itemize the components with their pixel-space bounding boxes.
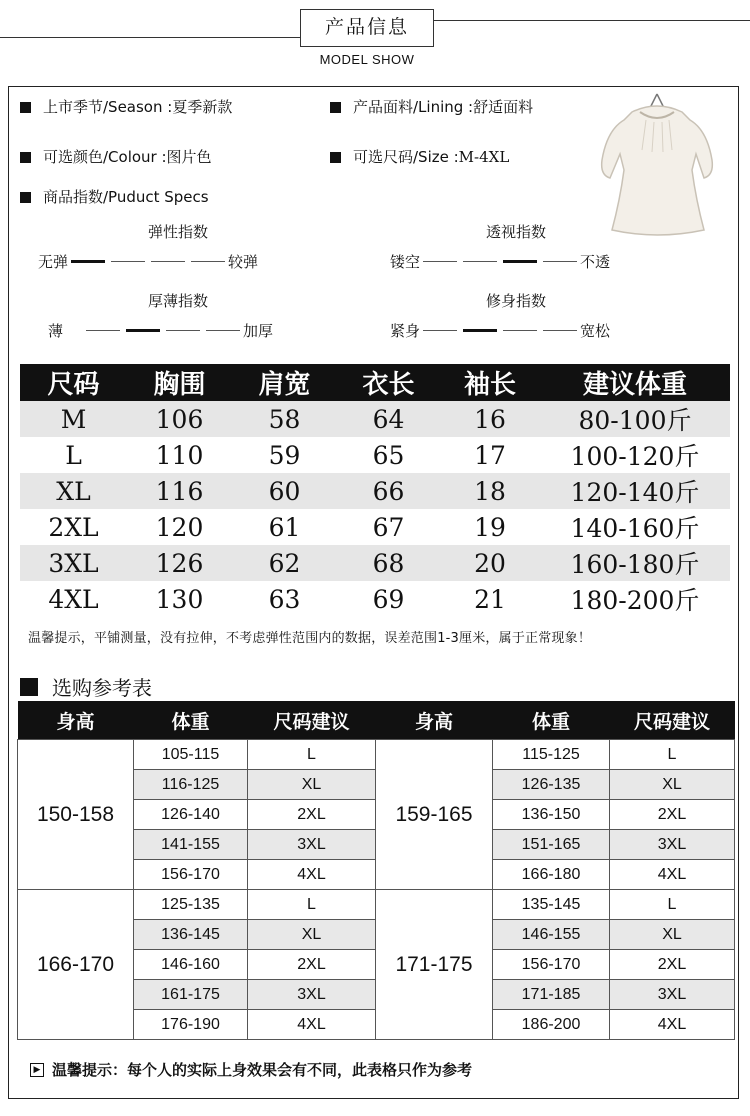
cell: 65 xyxy=(372,440,405,470)
cell: 19 xyxy=(474,512,506,542)
cell: L xyxy=(248,740,376,770)
cell: 2XL xyxy=(610,950,735,980)
cell: 159-165 xyxy=(376,740,493,890)
col-bust: 胸围 xyxy=(127,364,232,401)
cell: 2XL xyxy=(610,800,735,830)
table-row xyxy=(20,545,730,581)
cell: 68 xyxy=(337,545,440,581)
size-label: 可选尺码/Size : xyxy=(353,148,459,166)
lining-info xyxy=(330,96,533,117)
cell: 151-165 xyxy=(493,830,610,860)
col-weight: 建议体重 xyxy=(540,364,730,401)
page-subtitle: MODEL SHOW xyxy=(319,52,415,67)
cell: 105-115 xyxy=(134,740,248,770)
cell: 20 xyxy=(440,545,540,581)
lining-value: 舒适面料 xyxy=(473,98,534,116)
sheer-scale xyxy=(390,251,610,272)
cell: 120-140斤 xyxy=(540,473,730,509)
bullet-icon xyxy=(20,152,31,163)
cell: 58 xyxy=(232,401,337,437)
col-height: 身高 xyxy=(376,701,493,740)
thickness-scale xyxy=(48,320,273,341)
cell: 63 xyxy=(268,584,301,614)
cell: 106 xyxy=(127,401,232,437)
cell: 16 xyxy=(440,401,540,437)
cell: 126-140 xyxy=(134,800,248,830)
cell: 67 xyxy=(372,512,405,542)
cell: 3XL xyxy=(20,545,127,581)
cell: 156-170 xyxy=(493,950,610,980)
bullet-icon xyxy=(330,102,341,113)
guide-header xyxy=(18,701,735,740)
colour-info xyxy=(20,146,212,167)
col-height: 身高 xyxy=(18,701,134,740)
cell: 62 xyxy=(232,545,337,581)
specs-label: 商品指数/Puduct Specs xyxy=(43,188,209,206)
elastic-scale xyxy=(38,251,258,272)
cell: 156-170 xyxy=(134,860,248,890)
guide-title xyxy=(20,672,152,701)
table-row xyxy=(18,890,735,920)
cell: 136-150 xyxy=(493,800,610,830)
cell: 61 xyxy=(268,512,301,542)
cell: 171-175 xyxy=(376,890,493,1040)
thickness-left: 薄 xyxy=(48,322,64,340)
size-info xyxy=(330,146,509,167)
sheer-title: 透视指数 xyxy=(485,223,546,241)
cell: 116 xyxy=(127,473,232,509)
col-size-advice: 尺码建议 xyxy=(610,701,735,740)
table-row xyxy=(20,509,730,545)
cell: 141-155 xyxy=(134,830,248,860)
cell: 4XL xyxy=(610,1010,735,1040)
tip-text: 温馨提示：每个人的实际上身效果会有不同，此表格只作为参考 xyxy=(52,1061,473,1079)
sheer-left: 镂空 xyxy=(390,253,421,271)
elastic-left: 无弹 xyxy=(38,253,69,271)
colour-value: 图片色 xyxy=(166,148,212,166)
cell: 3XL xyxy=(248,830,376,860)
cell: 140-160斤 xyxy=(570,514,700,543)
cell: 126 xyxy=(127,545,232,581)
cell: XL xyxy=(610,770,735,800)
measure-note: 温馨提示，平铺测量，没有拉伸，不考虑弹性范围内的数据，误差范围1-3厘米，属于正常现象！ xyxy=(28,631,592,646)
bullet-icon xyxy=(20,102,31,113)
cell: 146-160 xyxy=(134,950,248,980)
cell: 160-180斤 xyxy=(540,545,730,581)
cell: L xyxy=(610,890,735,920)
cell: L xyxy=(65,440,82,470)
cell: 135-145 xyxy=(493,890,610,920)
cell: XL xyxy=(20,473,127,509)
cell: 161-175 xyxy=(134,980,248,1010)
cell: L xyxy=(610,740,735,770)
season-info xyxy=(20,96,232,117)
fit-scale xyxy=(390,320,610,341)
col-weight: 体重 xyxy=(493,701,610,740)
guide-title-text: 选购参考表 xyxy=(52,676,152,700)
cell: 110 xyxy=(155,440,204,470)
cell: 3XL xyxy=(610,980,735,1010)
cell: 4XL xyxy=(248,860,376,890)
col-shoulder: 肩宽 xyxy=(232,364,337,401)
bullet-icon xyxy=(20,678,38,696)
cell: 18 xyxy=(440,473,540,509)
cell: 17 xyxy=(474,440,506,470)
season-label: 上市季节/Season : xyxy=(43,98,173,116)
table-row xyxy=(20,581,730,617)
table-row xyxy=(20,437,730,473)
cell: 4XL xyxy=(48,584,99,614)
fit-right: 宽松 xyxy=(580,322,611,340)
guide-table xyxy=(17,701,735,1040)
cell: XL xyxy=(248,920,376,950)
cell: 166-180 xyxy=(493,860,610,890)
size-table xyxy=(20,364,730,617)
tip xyxy=(30,1059,472,1080)
col-size-advice: 尺码建议 xyxy=(248,701,376,740)
fit-title: 修身指数 xyxy=(485,292,546,310)
cell: 69 xyxy=(372,584,405,614)
colour-label: 可选颜色/Colour : xyxy=(43,148,167,166)
blouse-image xyxy=(592,90,722,240)
elastic-right: 较弹 xyxy=(228,253,259,271)
cell: 80-100斤 xyxy=(540,401,730,437)
cell: 2XL xyxy=(248,800,376,830)
play-icon: ▶ xyxy=(30,1063,44,1077)
cell: 130 xyxy=(155,584,204,614)
bullet-icon xyxy=(20,192,31,203)
col-size: 尺码 xyxy=(20,364,127,401)
cell: 3XL xyxy=(248,980,376,1010)
table-row xyxy=(20,473,730,509)
col-length: 衣长 xyxy=(337,364,440,401)
cell: 146-155 xyxy=(493,920,610,950)
lining-label: 产品面料/Lining : xyxy=(353,98,474,116)
cell: 59 xyxy=(268,440,301,470)
cell: 120 xyxy=(155,512,204,542)
cell: 2XL xyxy=(48,512,99,542)
header-rule-left xyxy=(0,37,300,38)
cell: XL xyxy=(610,920,735,950)
cell: L xyxy=(248,890,376,920)
cell: 66 xyxy=(337,473,440,509)
cell: 60 xyxy=(232,473,337,509)
season-value: 夏季新款 xyxy=(172,98,233,116)
cell: 116-125 xyxy=(134,770,248,800)
size-table-header xyxy=(20,364,730,401)
table-row xyxy=(20,401,730,437)
size-value: M-4XL xyxy=(458,148,510,166)
cell: 21 xyxy=(474,584,506,614)
cell: 180-200斤 xyxy=(570,586,700,615)
page-title: 产品信息 xyxy=(324,16,409,38)
cell: 136-145 xyxy=(134,920,248,950)
thickness-title: 厚薄指数 xyxy=(147,292,208,310)
cell: 176-190 xyxy=(134,1010,248,1040)
cell: 100-120斤 xyxy=(570,442,700,471)
bullet-icon xyxy=(330,152,341,163)
cell: M xyxy=(20,401,127,437)
cell: 3XL xyxy=(610,830,735,860)
cell: XL xyxy=(248,770,376,800)
cell: 125-135 xyxy=(134,890,248,920)
cell: 126-135 xyxy=(493,770,610,800)
col-sleeve: 袖长 xyxy=(440,364,540,401)
specs-info xyxy=(20,186,209,207)
cell: 4XL xyxy=(248,1010,376,1040)
elastic-title: 弹性指数 xyxy=(147,223,208,241)
cell: 166-170 xyxy=(18,890,134,1040)
cell: 4XL xyxy=(610,860,735,890)
cell: 2XL xyxy=(248,950,376,980)
cell: 115-125 xyxy=(493,740,610,770)
cell: 186-200 xyxy=(493,1010,610,1040)
cell: 150-158 xyxy=(18,740,134,890)
fit-left: 紧身 xyxy=(390,322,421,340)
thickness-right: 加厚 xyxy=(243,322,274,340)
sheer-right: 不透 xyxy=(580,253,611,271)
header-rule-right xyxy=(434,20,750,21)
cell: 64 xyxy=(337,401,440,437)
table-row xyxy=(18,740,735,770)
col-weight: 体重 xyxy=(134,701,248,740)
cell: 171-185 xyxy=(493,980,610,1010)
